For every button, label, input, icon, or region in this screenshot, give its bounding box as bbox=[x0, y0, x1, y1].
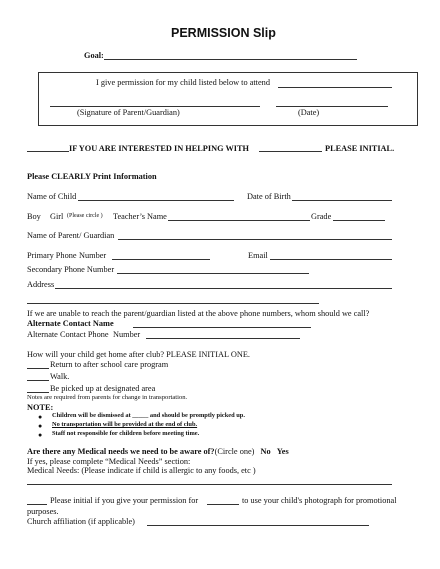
permission-text: I give permission for my child listed below to attend bbox=[96, 78, 270, 87]
parent-name-field[interactable] bbox=[118, 239, 392, 240]
alternate-phone-label: Alternate Contact Phone bbox=[27, 330, 109, 339]
medical-question: Are there any Medical needs we need to be aware of? bbox=[27, 447, 215, 456]
photo-initial-field[interactable] bbox=[27, 504, 47, 505]
email-label: Email bbox=[248, 251, 268, 260]
please-circle-note: (Please circle ) bbox=[67, 213, 103, 219]
get-home-option3: Be picked up at designated area bbox=[50, 384, 156, 393]
photo-to-use-text: to use your child's photograph for promotional bbox=[242, 496, 397, 505]
grade-field[interactable] bbox=[333, 220, 385, 221]
interest-initial-field[interactable] bbox=[27, 151, 69, 152]
primary-phone-field[interactable] bbox=[112, 259, 210, 260]
transport-notes: Notes are required from parents for change in transportation. bbox=[27, 394, 188, 401]
note-label: NOTE: bbox=[27, 403, 54, 412]
get-home-question: How will your child get home after club? PLEASE INITIAL ONE. bbox=[27, 350, 250, 359]
teachers-name-label: Teacher’s Name bbox=[113, 212, 167, 221]
get-home-option1-initial[interactable] bbox=[27, 368, 49, 369]
note-bullet-2: ● bbox=[38, 422, 43, 430]
interest-text: IF YOU ARE INTERESTED IN HELPING WITH bbox=[69, 144, 249, 153]
secondary-phone-label: Secondary Phone Number bbox=[27, 265, 115, 274]
primary-phone-label: Primary Phone bbox=[27, 251, 77, 260]
parent-name-label: Name of Parent/ Guardian bbox=[27, 231, 115, 240]
date-of-birth-label: Date of Birth bbox=[247, 192, 291, 201]
photo-organization-field[interactable] bbox=[207, 504, 239, 505]
goal-label: Goal: bbox=[84, 51, 104, 60]
date-of-birth-field[interactable] bbox=[292, 200, 392, 201]
program-field[interactable] bbox=[278, 87, 392, 88]
get-home-option3-initial[interactable] bbox=[27, 392, 49, 393]
girl-option[interactable]: Girl bbox=[50, 212, 64, 221]
note-bullet-1: ● bbox=[38, 413, 43, 421]
photo-permission-text: Please initial if you give your permission for bbox=[50, 496, 199, 505]
alternate-name-field[interactable] bbox=[133, 327, 311, 328]
date-field[interactable] bbox=[276, 106, 388, 107]
name-of-child-field[interactable] bbox=[78, 200, 234, 201]
grade-label: Grade bbox=[311, 212, 332, 221]
teachers-name-field[interactable] bbox=[168, 220, 310, 221]
note-item-2: No transportation will be provided at the end of club. bbox=[52, 421, 198, 428]
get-home-option2-initial[interactable] bbox=[27, 380, 49, 381]
signature-label: (Signature of Parent/Guardian) bbox=[77, 108, 180, 117]
goal-field[interactable] bbox=[104, 59, 357, 60]
medical-yes-option[interactable]: Yes bbox=[276, 447, 289, 456]
please-initial: PLEASE INITIAL. bbox=[325, 144, 395, 153]
interest-activity-field[interactable] bbox=[259, 151, 322, 152]
medical-no-option[interactable]: No bbox=[260, 447, 271, 456]
secondary-phone-field[interactable] bbox=[117, 273, 309, 274]
email-field[interactable] bbox=[270, 259, 392, 260]
alternate-question: If we are unable to reach the parent/guardian listed at the above phone numbers, whom should we call? bbox=[27, 309, 370, 318]
note-item-3: Staff not responsible for children before meeting time. bbox=[52, 430, 200, 437]
note-bullet-3: ● bbox=[38, 431, 43, 439]
name-of-child-label: Name of Child bbox=[27, 192, 77, 201]
address-label: Address bbox=[27, 280, 55, 289]
church-field[interactable] bbox=[147, 525, 369, 526]
medical-row bbox=[27, 447, 289, 456]
medical-needs-field[interactable] bbox=[27, 484, 392, 485]
medical-needs-label: Medical Needs: (Please indicate if child is allergic to any foods, etc ) bbox=[27, 466, 256, 475]
primary-phone-number-label: Number bbox=[79, 251, 107, 260]
photo-purposes: purposes. bbox=[27, 507, 59, 516]
address-field-line1[interactable] bbox=[55, 288, 392, 289]
alternate-phone-field[interactable] bbox=[146, 338, 300, 339]
medical-if-yes: If yes, please complete “Medical Needs” section: bbox=[27, 457, 191, 466]
date-label: (Date) bbox=[298, 108, 320, 117]
church-label: Church affiliation (if applicable) bbox=[27, 517, 135, 526]
address-field-line2[interactable] bbox=[27, 303, 319, 304]
alternate-name-label: Alternate Contact Name bbox=[27, 319, 114, 328]
boy-option[interactable]: Boy bbox=[27, 212, 41, 221]
alternate-phone-number-label: Number bbox=[113, 330, 141, 339]
print-info-heading: Please CLEARLY Print Information bbox=[27, 172, 157, 181]
signature-field[interactable] bbox=[50, 106, 260, 107]
medical-circle-one: (Circle one) bbox=[214, 447, 255, 456]
note-item-1: Children will be dismissed at _____ and should be promptly picked up. bbox=[52, 412, 245, 419]
get-home-option1: Return to after school care program bbox=[50, 360, 169, 369]
get-home-option2: Walk. bbox=[50, 372, 70, 381]
page-title: PERMISSION Slip bbox=[171, 26, 276, 40]
